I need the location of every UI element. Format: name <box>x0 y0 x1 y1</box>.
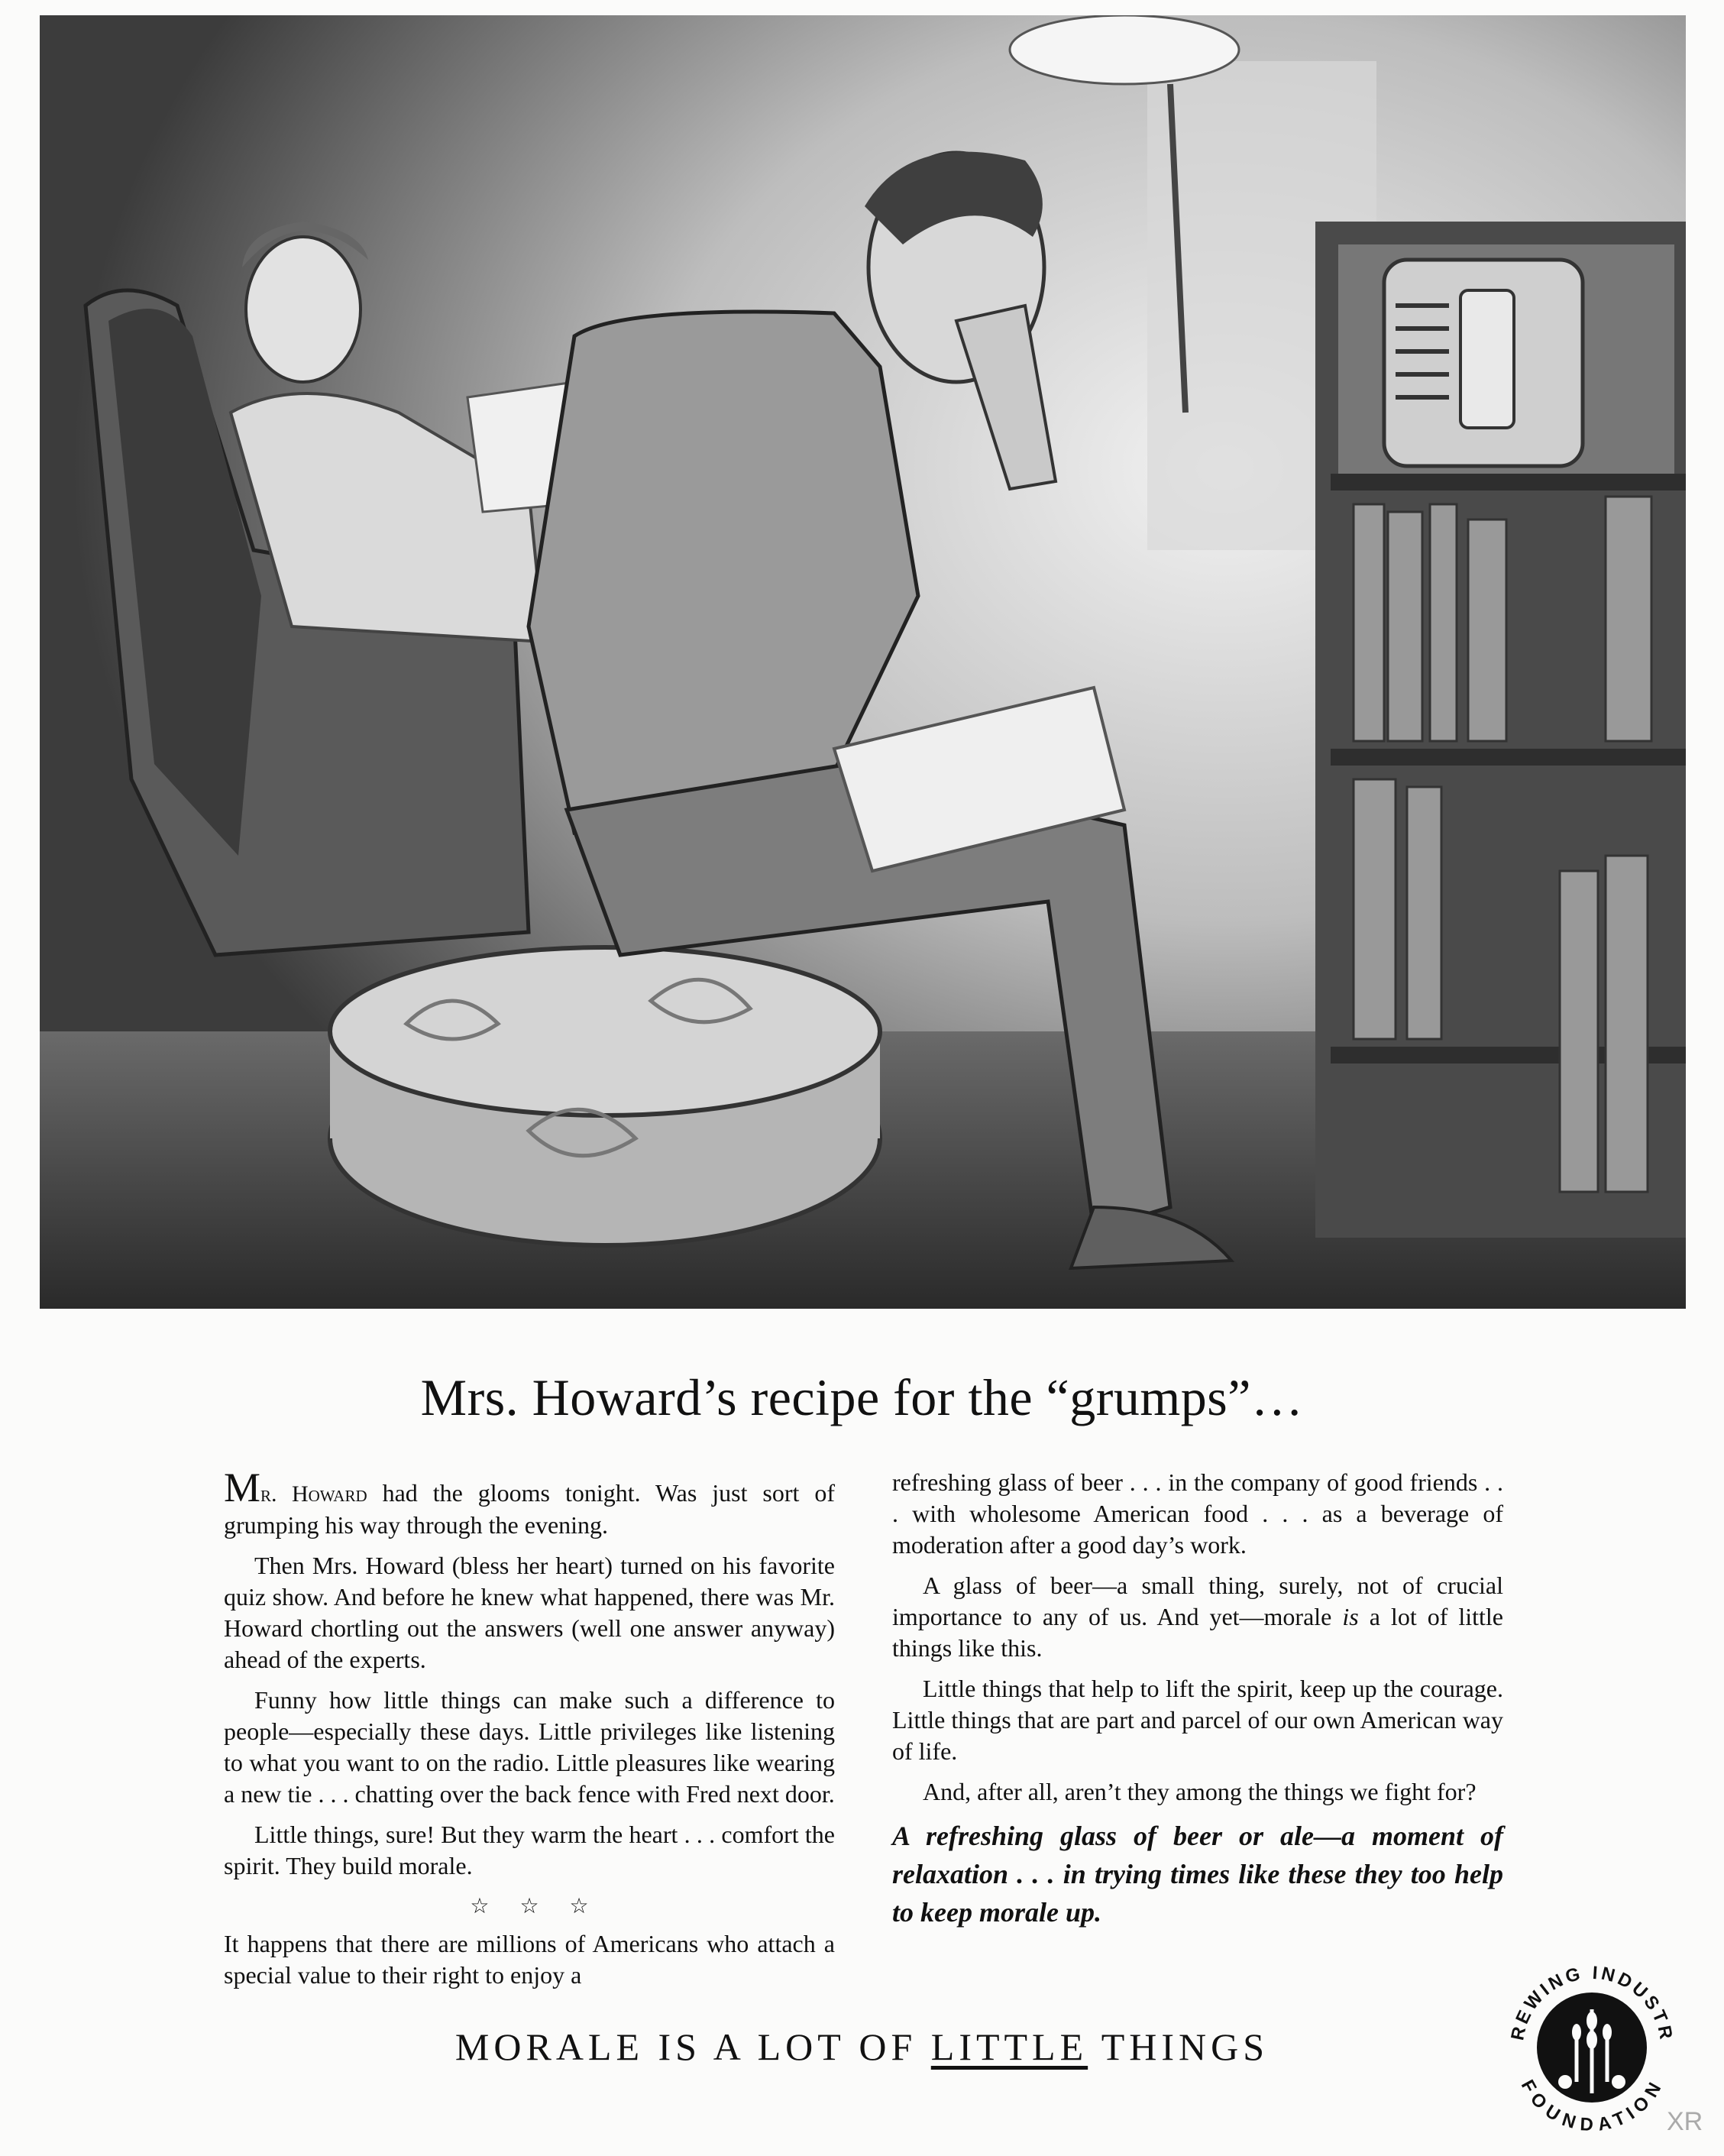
tagline: A refreshing glass of beer or ale—a moment of relaxation . . . in trying times like these they too help to keep morale up. <box>892 1821 1503 1928</box>
lamp-shade <box>1010 15 1239 84</box>
illustration <box>40 15 1686 1309</box>
body-left-column <box>224 1467 835 2000</box>
drop-cap: M <box>224 1465 261 1510</box>
paragraph-9: And, after all, aren’t they among the things we fight for? <box>923 1778 1477 1805</box>
paragraph-7-b: a lot of little things like this. <box>892 1603 1504 1662</box>
seal-icon <box>1500 1956 1684 2139</box>
paragraph-1-text: had the glooms tonight. Was just sort of grumping his way through the evening. <box>224 1479 836 1539</box>
radio <box>1384 260 1583 466</box>
paragraph-2: Then Mrs. Howard (bless her heart) turned on his favorite quiz show. And before he knew what happened, there was Mr. Howard chortling out the answers (well one answer anyway) ahead of the experts. <box>224 1552 835 1673</box>
headline: Mrs. Howard’s recipe for the “grumps”… <box>420 1368 1304 1426</box>
slogan-part-2: THINGS <box>1088 2025 1270 2068</box>
living-room-scene <box>40 15 1686 1309</box>
star-divider: ☆☆☆ <box>470 1895 619 1918</box>
paragraph-4: Little things, sure! But they warm the heart . . . comfort the spirit. They build morale. <box>224 1821 835 1879</box>
body-right-column <box>892 1467 1503 1941</box>
paragraph-6: refreshing glass of beer . . . in the company of good friends . . . with wholesome American food . . . as a beverage of moderation after a good day’s work. <box>892 1468 1503 1559</box>
paragraph-7-em: is <box>1342 1603 1359 1630</box>
smallcaps-name: r. Howard <box>260 1481 367 1507</box>
watermark: XR <box>1667 2107 1703 2136</box>
paragraph-7 <box>892 1570 1503 1664</box>
brewing-industry-foundation-logo <box>1500 1956 1684 2139</box>
paragraph-3: Funny how little things can make such a difference to people—especially these days. Little privileges like listening to what you want to on the radio. Little pleasures like wearing a new tie . . . chatting over the back fence with Fred next door. <box>224 1686 835 1808</box>
ottoman <box>330 947 880 1245</box>
paragraph-7-a: A glass of beer—a small thing, surely, not of crucial importance to any of us. And yet—morale <box>892 1572 1503 1630</box>
logo-text-top: REWING INDUSTR <box>1507 1962 1677 2044</box>
logo-text-bottom: FOUNDATION <box>1516 2076 1667 2136</box>
slogan-underlined: LITTLE <box>930 2025 1088 2068</box>
paragraph-8: Little things that help to lift the spirit, keep up the courage. Little things that are part and parcel of our own American way of life. <box>892 1675 1503 1765</box>
slogan-part-1: MORALE IS A LOT OF <box>454 2025 931 2068</box>
paragraph-5: It happens that there are millions of Americans who attach a special value to their right to enjoy a <box>224 1930 835 1989</box>
slogan <box>0 2025 1724 2069</box>
paragraph-1 <box>224 1467 835 1541</box>
